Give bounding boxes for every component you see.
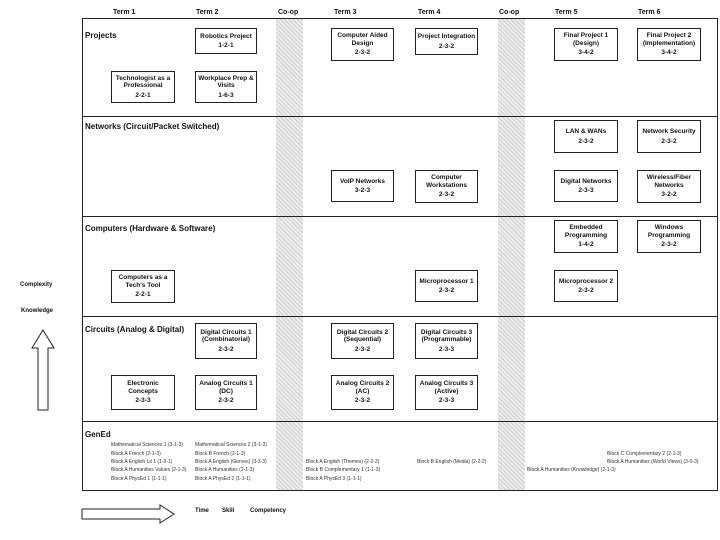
course-name: Electronic Concepts (127, 380, 159, 395)
gened-t2-item: Block A PhysEd 2 (1-1-1) (195, 476, 251, 482)
course-name: Digital Circuits 2 (Sequential) (336, 328, 389, 344)
row-divider (82, 216, 718, 217)
course-code: 2-3-3 (438, 345, 455, 353)
gened-t5-item: Block A Humanities (Knowledge) (2-1-3) (527, 467, 616, 473)
row-divider (82, 316, 718, 317)
course-code: 2-3-3 (578, 187, 594, 194)
row-label-networks: Networks (Circuit/Packet Switched) (85, 122, 220, 131)
course-lan-wans (554, 120, 618, 153)
course-microprocessor-1 (415, 270, 478, 302)
course-computer-aided-design (331, 28, 394, 61)
course-microprocessor-2 (554, 270, 618, 302)
course-code: 3-2-2 (661, 191, 677, 199)
course-robotics-project (195, 28, 257, 54)
course-name: Analog Circuits 2 (AC) (335, 380, 390, 395)
course-code: 2-3-2 (661, 137, 677, 145)
course-wireless-fiber (637, 170, 701, 203)
gened-t2-item: Block A Humanities (2-1-3) (195, 467, 255, 473)
gened-t6-item: Block C Complementary 2 (2-1-3) (607, 451, 682, 457)
knowledge-label: Knowledge (21, 308, 54, 314)
gened-t3-item: Block A English (Themes) (2-2-3) (306, 459, 380, 465)
term-header-2: Term 2 (196, 9, 219, 16)
course-code: 2-3-2 (354, 49, 371, 57)
course-name: Digital Circuits 3 (Programmable) (420, 328, 473, 344)
course-code: 2-3-2 (578, 287, 594, 294)
gened-t2-item: Mathematical Sciences 2 (3-1-3) (195, 442, 267, 448)
row-divider (82, 116, 718, 117)
course-code: 3-2-3 (354, 187, 371, 194)
course-code: 2-3-2 (354, 345, 371, 353)
gened-t4-item: Block B English (Media) (2-2-2) (417, 459, 487, 465)
course-electronic-concepts (111, 375, 175, 410)
course-name: Robotics Project (200, 32, 252, 40)
term-header-coop-1: Co-op (278, 9, 299, 16)
course-analog-circuits-2 (331, 375, 394, 410)
term-header-5: Term 5 (555, 9, 578, 16)
course-code: 2-2-1 (135, 91, 151, 99)
gened-t1-item: Block A English Lit 1 (1-3-1) (111, 459, 173, 465)
gened-t1-item: Block A Humanities Values (2-1-3) (111, 467, 187, 473)
legend-skill: Skill (222, 508, 235, 514)
course-name: Analog Circuits 1 (DC) (199, 380, 253, 395)
course-name: LAN & WANs (565, 128, 607, 136)
term-header-6: Term 6 (638, 9, 661, 16)
term-header-3: Term 3 (334, 9, 357, 16)
course-computers-techs-tool (111, 270, 175, 303)
course-digital-circuits-3 (415, 323, 478, 359)
course-project-integration (415, 28, 478, 55)
gened-t2-item: Block B French (2-1-3) (195, 451, 246, 457)
course-digital-circuits-2 (331, 323, 394, 359)
gened-t1-item: Block A French (2-1-3) (111, 451, 161, 457)
gened-t2-item: Block A English (Genres) (3-3-3) (195, 459, 267, 465)
row-label-projects: Projects (85, 31, 117, 40)
course-name: Technologist as a Professional (115, 74, 171, 90)
course-code: 3-4-2 (578, 49, 594, 57)
course-code: 2-3-2 (578, 137, 594, 145)
course-code: 2-3-2 (661, 241, 677, 249)
course-name: Final Project 2 (Implementation) (642, 32, 696, 47)
course-name: Workplace Prep & Visits (198, 74, 254, 90)
course-code: 2-3-2 (218, 345, 234, 353)
course-name: Analog Circuits 3 (Active) (419, 380, 474, 395)
row-label-computers: Computers (Hardware & Software) (85, 224, 216, 233)
course-code: 1-4-2 (578, 241, 594, 249)
course-name: Microprocessor 1 (419, 277, 474, 285)
row-label-gened: GenEd (85, 430, 111, 439)
row-divider (82, 421, 718, 422)
course-code: 2-3-2 (438, 287, 455, 294)
course-name: Network Security (642, 128, 696, 136)
course-workplace-prep (195, 71, 257, 103)
course-voip-networks (331, 170, 394, 202)
course-name: Embedded Programming (564, 224, 608, 239)
course-code: 3-4-2 (661, 49, 677, 57)
course-name: Computer Workstations (425, 174, 468, 189)
course-name: Final Project 1 (Design) (563, 32, 609, 47)
course-name: Wireless/Fiber Networks (646, 174, 692, 189)
course-windows-programming (637, 220, 701, 253)
gened-t1-item: Block A PhysEd 1 (1-1-1) (111, 476, 167, 482)
right-arrow-icon (80, 504, 176, 524)
course-name: Computers as a Tech's Tool (118, 274, 168, 289)
course-computer-workstations (415, 170, 478, 203)
course-name: Computer Aided Design (337, 32, 388, 47)
course-code: 2-3-2 (354, 397, 371, 405)
up-arrow-icon (30, 328, 56, 412)
term-header-4: Term 4 (418, 9, 441, 16)
course-name: Digital Circuits 1 (Combinatorial) (200, 328, 252, 344)
legend-competency: Competency (250, 508, 287, 514)
course-code: 1-6-3 (218, 91, 234, 99)
term-header-1: Term 1 (113, 9, 136, 16)
course-code: 2-3-2 (438, 42, 455, 50)
course-technologist-professional (111, 71, 175, 103)
gened-t1-item: Mathematical Sciences 1 (3-1-3) (111, 442, 183, 448)
course-name: VoIP Networks (340, 177, 385, 185)
course-code: 1-2-1 (218, 42, 234, 49)
course-code: 2-2-1 (135, 291, 151, 299)
course-digital-networks (554, 170, 618, 202)
row-label-circuits: Circuits (Analog & Digital) (85, 325, 185, 334)
course-digital-circuits-1 (195, 323, 257, 359)
gened-t3-item: Block B Complementary 1 (1-1-3) (306, 467, 381, 473)
course-code: 2-3-3 (438, 397, 455, 405)
gened-t6-item: Block A Humanities (World Views) (3-0-3) (607, 459, 699, 465)
course-name: Project Integration (417, 33, 476, 41)
complexity-label: Complexity (20, 282, 53, 288)
course-final-project-2 (637, 28, 701, 61)
course-code: 2-3-2 (438, 191, 455, 199)
course-analog-circuits-1 (195, 375, 257, 410)
course-analog-circuits-3 (415, 375, 478, 410)
course-name: Digital Networks (560, 177, 612, 185)
course-code: 2-3-2 (218, 397, 234, 405)
course-embedded-programming (554, 220, 618, 253)
course-final-project-1 (554, 28, 618, 61)
gened-t3-item: Block A PhysEd 3 (1-1-1) (306, 476, 362, 482)
course-network-security (637, 120, 701, 153)
term-header-coop-2: Co-op (499, 9, 520, 16)
course-name: Microprocessor 2 (558, 277, 614, 285)
course-code: 2-3-3 (135, 397, 151, 405)
legend-time: Time (195, 508, 209, 514)
course-name: Windows Programming (647, 224, 691, 239)
